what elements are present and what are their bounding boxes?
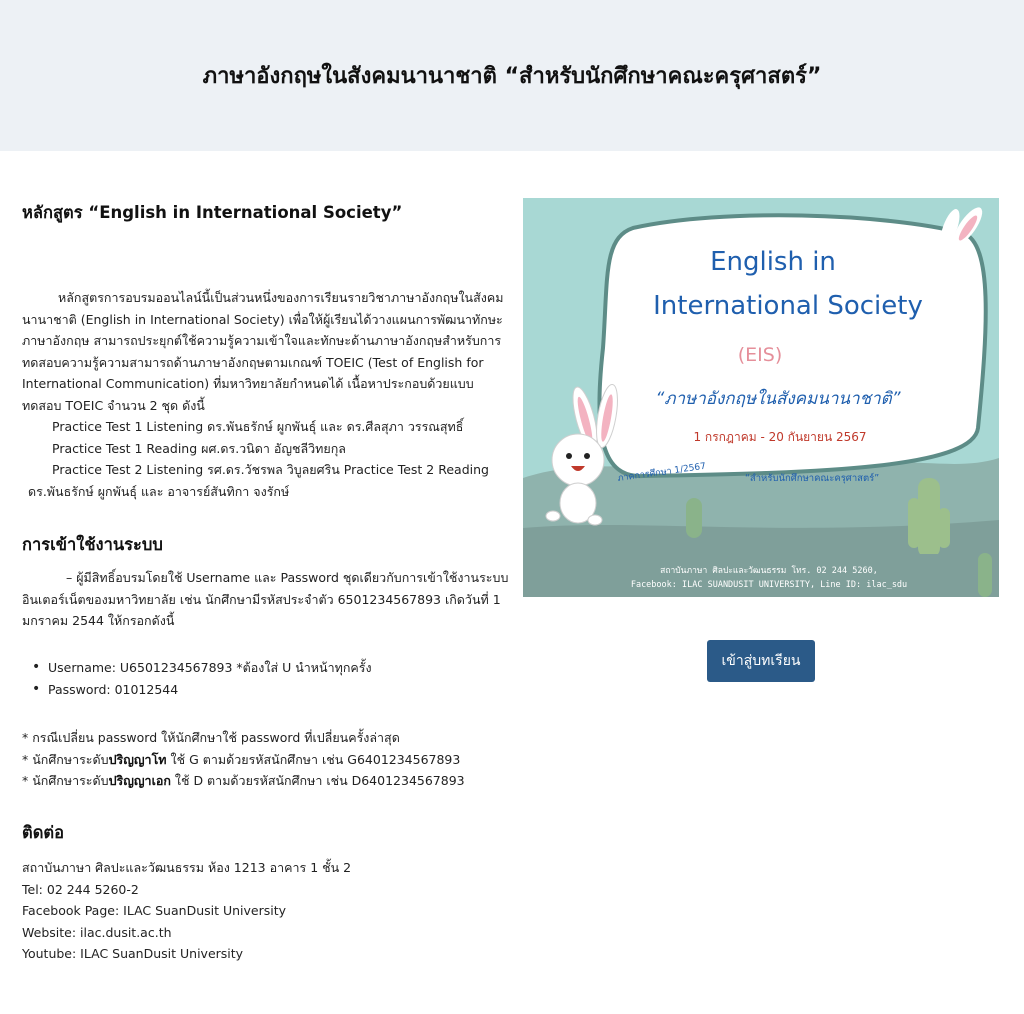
- contact-website: Website: ilac.dusit.ac.th: [22, 924, 172, 940]
- page-title: ภาษาอังกฤษในสังคมนานาชาติ “สำหรับนักศึกษาคณะครุศาสตร์”: [202, 64, 822, 89]
- note-masters-pre: * นักศึกษาระดับ: [22, 751, 109, 767]
- contact-section-title: ติดต่อ: [22, 823, 65, 842]
- credentials-list: [22, 657, 372, 700]
- contact-details: [22, 857, 351, 965]
- test-item: Practice Test 1 Reading ผศ.ดร.วนิดา อัญชลีวิทยกุล: [52, 440, 346, 456]
- main-content: [0, 151, 1024, 1014]
- course-title: หลักสูตร “English in International Society”: [22, 203, 403, 222]
- note-password: * กรณีเปลี่ยน password ให้นักศึกษาใช้ password ที่เปลี่ยนครั้งล่าสุด: [22, 730, 400, 745]
- username-item: • Username: U6501234567893 *ต้องใส่ U นำหน้าทุกครั้ง: [22, 657, 372, 679]
- course-description: หลักสูตรการอบรมออนไลน์นี้เป็นส่วนหนึ่งของการเรียนรายวิชาภาษาอังกฤษในสังคมนานาชาติ (English in International Society) เพื่อให้ผู้เรียนได้วางแผนการพัฒนาทักษะภาษาอังกฤษ สามารถประยุกต์ใช้ความรู้ความเข้าใจและทักษะด้านภาษาอังกฤษสำหรับการทดสอบความรู้ความสามารถด้านภาษาอังกฤษตามเกณฑ์ TOEIC (Test of English for International Communication) ที่มหาวิทยาลัยกำหนดได้ เนื้อหาประกอบด้วยแบบทดสอบ TOEIC จำนวน 2 ชุด ดังนี้: [22, 290, 504, 413]
- note-doctoral-pre: * นักศึกษาระดับ: [22, 773, 109, 788]
- banner-title-line2: International Society: [653, 291, 923, 321]
- login-notes: [22, 727, 465, 792]
- login-instructions: [22, 567, 510, 632]
- contact-youtube: Youtube: ILAC SuanDusit University: [22, 946, 244, 961]
- login-section-title: การเข้าใช้งานระบบ: [22, 535, 163, 554]
- note-masters-post: ใช้ G ตามด้วยรหัสนักศึกษา เช่น G6401234567893: [166, 751, 461, 767]
- course-banner-image: [523, 198, 999, 597]
- banner-title-line1: English in: [710, 247, 836, 277]
- contact-facebook: Facebook Page: ILAC SuanDusit University: [22, 903, 287, 918]
- banner-footer-line1: สถาบันภาษา ศิลปะและวัฒนธรรม โทร. 02 244 5260,: [660, 566, 878, 576]
- test-item: Practice Test 2 Listening รศ.ดร.วัชรพล วิบูลยศริน Practice Test 2 Reading: [52, 462, 489, 477]
- note-doctoral: [22, 770, 465, 792]
- password-item: • Password: 01012544: [22, 679, 372, 701]
- banner-footer-line2: Facebook: ILAC SUANDUSIT UNIVERSITY, Line ID: ilac_sdu: [630, 580, 908, 590]
- banner-thai-title: “ภาษาอังกฤษในสังคมนานาชาติ”: [655, 389, 901, 409]
- test-item: Practice Test 1 Listening ดร.พันธรักษ์ ผูกพันธุ์ และ ดร.ศีลสุภา วรรณสุทธิ์: [52, 419, 464, 434]
- enter-course-button[interactable]: เข้าสู่บทเรียน: [707, 640, 815, 682]
- note-doctoral-bold: ปริญญาเอก: [108, 773, 171, 788]
- note-masters-bold: ปริญญาโท: [108, 751, 167, 767]
- contact-address: สถาบันภาษา ศิลปะและวัฒนธรรม ห้อง 1213 อาคาร 1 ชั้น 2: [22, 860, 352, 875]
- note-doctoral-post: ใช้ D ตามด้วยรหัสนักศึกษา เช่น D6401234567893: [170, 773, 465, 788]
- test-item: ดร.พันธรักษ์ ผูกพันธุ์ และ อาจารย์สันทิกา จงรักษ์: [28, 483, 290, 499]
- banner-dates: 1 กรกฎาคม - 20 กันยายน 2567: [693, 430, 867, 444]
- contact-tel: Tel: 02 244 5260-2: [22, 881, 139, 897]
- banner-abbr: (EIS): [737, 344, 783, 366]
- banner-for-students: “สำหรับนักศึกษาคณะครุศาสตร์”: [745, 473, 880, 484]
- note-masters: [22, 749, 465, 771]
- banner-semester: ภาคการศึกษา 1/2567: [617, 461, 707, 484]
- course-description-block: [22, 287, 510, 502]
- page-header: [0, 0, 1024, 151]
- login-description: – ผู้มีสิทธิ์อบรมโดยใช้ Username และ Password ชุดเดียวกับการเข้าใช้งานระบบอินเตอร์เน็ตของมหาวิทยาลัย เช่น นักศึกษามีรหัสประจำตัว 6501234567893 เกิดวันที่ 1 มกราคม 2544 ให้กรอกดังนี้: [22, 570, 509, 628]
